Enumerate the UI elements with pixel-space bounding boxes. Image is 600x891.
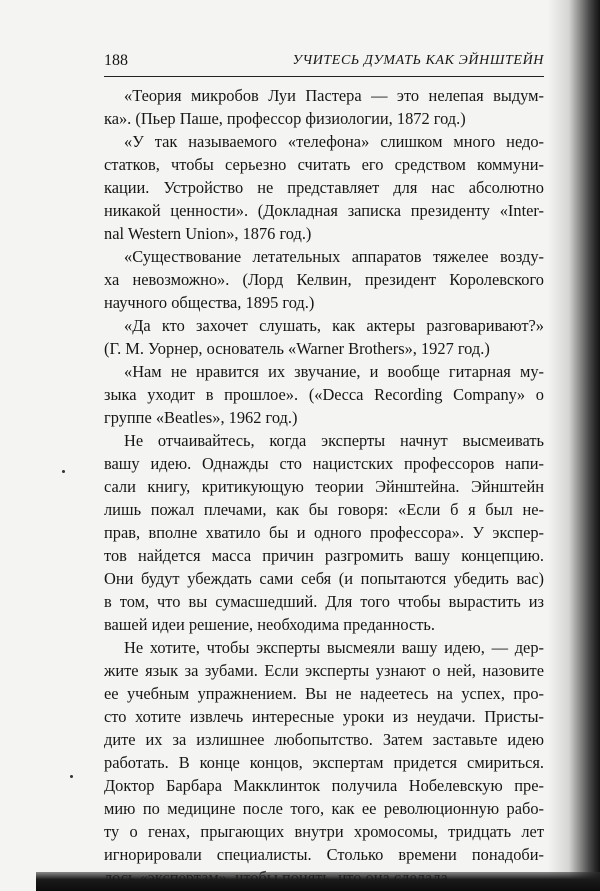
text-line: «Существование летательных аппаратов тяжелее возду- — [124, 247, 544, 266]
paragraph — [104, 429, 544, 636]
text-line: работать. В конце концов, экспертам придется смириться. — [104, 753, 544, 772]
scan-speck — [70, 775, 73, 778]
text-line: «Да кто захочет слушать, как актеры разговаривают?» — [124, 316, 544, 335]
text-line: Не хотите, чтобы эксперты высмеяли вашу идею, — дер- — [124, 638, 544, 657]
text-line: жите язык за зубами. Если эксперты узнают о ней, назовите — [104, 661, 544, 680]
running-header — [104, 52, 544, 76]
text-line: дите их за излишнее любопытство. Затем заставьте идею — [104, 730, 544, 749]
paragraph — [104, 314, 544, 360]
text-line: группе «Beatles», 1962 год.) — [104, 408, 298, 427]
paragraph — [104, 245, 544, 314]
text-line: никакой ценности». (Докладная записка президенту «Inter- — [104, 201, 544, 220]
text-line: Они будут убеждать сами себя (и попытаются убедить вас) — [104, 569, 544, 588]
scan-edge-shadow — [548, 0, 600, 891]
text-line: (Г. М. Уорнер, основатель «Warner Brothers», 1927 год.) — [104, 339, 490, 358]
running-title: УЧИТЕСЬ ДУМАТЬ КАК ЭЙНШТЕЙН — [292, 53, 544, 68]
text-line: nal Western Union», 1876 год.) — [104, 224, 312, 243]
paragraph — [104, 360, 544, 429]
text-line: в том, что вы сумасшедший. Для того чтобы вырастить из — [104, 592, 544, 611]
text-line: лишь пожал плечами, как бы говоря: «Если б я был не- — [104, 500, 544, 519]
text-line: научного общества, 1895 год.) — [104, 293, 315, 312]
text-line: тов найдется масса причин разгромить вашу концепцию. — [104, 546, 544, 565]
paragraph — [104, 84, 544, 130]
text-line: игнорировали специалисты. Столько времени понадоби- — [104, 845, 544, 864]
body-text — [104, 84, 544, 889]
text-line: «У так называемого «телефона» слишком много недо- — [124, 132, 544, 151]
text-line: сто хотите извлечь интересные уроки из неудачи. Присты- — [104, 707, 544, 726]
text-line: вашу идею. Однажды сто нацистских профессоров напи- — [104, 454, 544, 473]
text-line: ее учебным упражнением. Вы не надеетесь на успех, про- — [104, 684, 544, 703]
text-line: вашей идеи решение, необходима преданность. — [104, 615, 435, 634]
paragraph — [104, 636, 544, 889]
text-line: зыка уходит в прошлое». («Decca Recording Company» о — [104, 385, 544, 404]
text-line: «Теория микробов Луи Пастера — это нелепая выдум- — [124, 86, 544, 105]
paragraph — [104, 130, 544, 245]
text-line: ха невозможно». (Лорд Келвин, президент Королевского — [104, 270, 544, 289]
text-line: Не отчаивайтесь, когда эксперты начнут высмеивать — [124, 431, 544, 450]
text-line: Доктор Барбара Макклинток получила Нобелевскую пре- — [104, 776, 544, 795]
text-line: сали книгу, критикующую теории Эйнштейна. Эйнштейн — [104, 477, 544, 496]
scan-bottom-edge — [36, 872, 600, 891]
text-line: статков, чтобы серьезно считать его средством коммуни- — [104, 155, 544, 174]
text-line: ту о генах, прыгающих внутри хромосомы, тридцать лет — [104, 822, 544, 841]
text-line: мию по медицине после того, как ее революционную рабо- — [104, 799, 544, 818]
header-rule — [104, 76, 544, 77]
text-line: ка». (Пьер Паше, профессор физиологии, 1872 год.) — [104, 109, 466, 128]
text-line: кации. Устройство не представляет для нас абсолютно — [104, 178, 544, 197]
scan-speck — [62, 470, 65, 473]
page-number: 188 — [104, 52, 128, 69]
text-line: прав, вполне хватило бы и одного профессора». У экспер- — [104, 523, 544, 542]
text-line: «Нам не нравится их звучание, и вообще гитарная му- — [124, 362, 544, 381]
